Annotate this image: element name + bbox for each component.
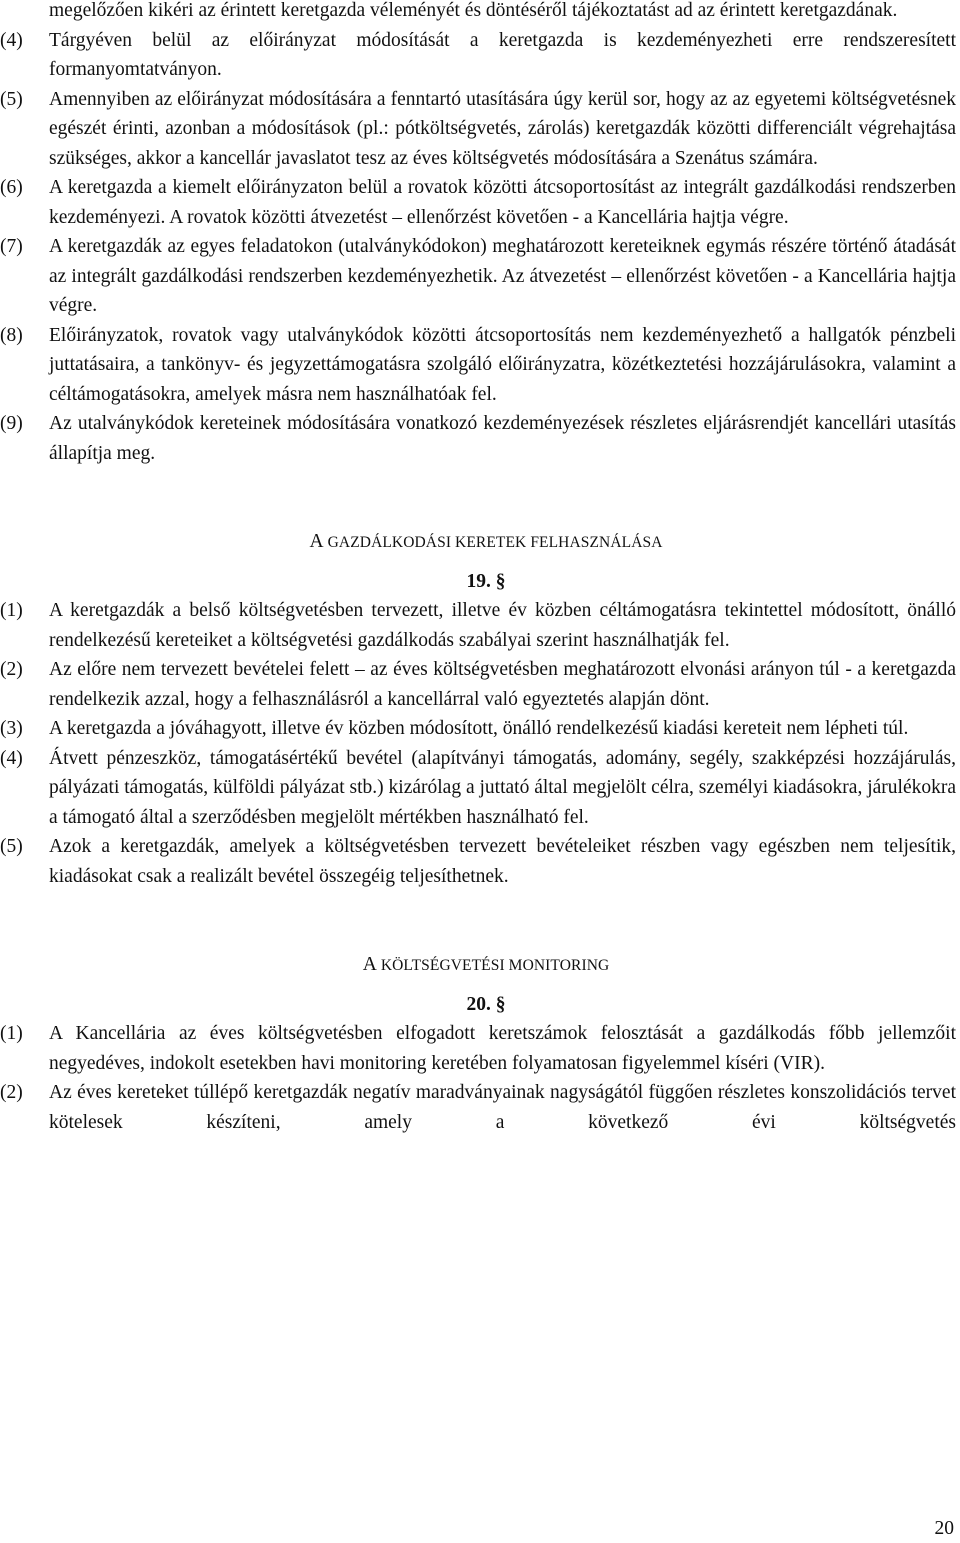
paragraph-18-9 <box>0 409 960 468</box>
paragraph-18-8 <box>0 321 960 410</box>
continued-paragraph-text: megelőzően kikéri az érintett keretgazda véleményét és döntéséről tájékoztatást ad az érintett keretgazdának. <box>49 0 898 21</box>
paragraph-19-3 <box>0 714 960 744</box>
paragraph-number: (5) <box>0 836 23 857</box>
paragraph-text: A keretgazda a kiemelt előirányzaton belül a rovatok közötti átcsoportosítást az integrált gazdálkodási rendszerben kezdeményezi. A rovatok közötti átvezetést – ellenőrzést követően - a Kancellária hajtja végre. <box>49 177 956 228</box>
section-title-rest: GAZDÁLKODÁSI KERETEK FELHASZNÁLÁSA <box>323 534 663 551</box>
paragraph-text: Tárgyéven belül az előirányzat módosítását a keretgazda is kezdeményezheti erre rendszeresített formanyomtatványon. <box>49 29 956 80</box>
paragraph-text: A Kancellária az éves költségvetésben elfogadott keretszámok felosztását a gazdálkodás főbb jellemzőit negyedéves, indokolt esetekben havi monitoring keretében folyamatosan figyelemmel kíséri (VIR). <box>49 1023 956 1074</box>
paragraph-text: Átvett pénzeszköz, támogatásértékű bevétel (alapítványi támogatás, adomány, segély, szakképzési hozzájárulás, pályázati támogatás, külföldi pályázat stb.) kizárólag a juttató által megjelölt célra, személyi kiadásokra, járulékokra a támogató által a szerződésben megjelölt mértékben használható fel. <box>49 747 956 828</box>
paragraph-18-5 <box>0 85 960 174</box>
paragraph-19-1 <box>0 596 960 655</box>
continued-paragraph <box>0 0 960 26</box>
section-19-number <box>0 567 960 597</box>
paragraph-text: Azok a keretgazdák, amelyek a költségvetésben tervezett bevételeiket részben vagy egészben nem teljesítik, kiadásokat csak a realizált bevétel összegéig teljesíthetnek. <box>49 836 956 887</box>
paragraph-number: (5) <box>0 88 23 110</box>
section-20-number <box>0 990 960 1020</box>
paragraph-text: A keretgazda a jóváhagyott, illetve év közben módosított, önálló rendelkezésű kiadási kereteit nem lépheti túl. <box>49 718 909 739</box>
section-number-text: 20. § <box>466 993 506 1015</box>
paragraph-number: (1) <box>0 1023 23 1044</box>
section-20-title <box>0 950 960 981</box>
paragraph-number: (8) <box>0 324 23 346</box>
page-number: 20 <box>934 1518 954 1539</box>
paragraph-text: A keretgazdák a belső költségvetésben tervezett, illetve év közben céltámogatásra tekintettel módosított, önálló rendelkezésű kereteiket a költségvetési gazdálkodás szabályai szerint használhatják fel. <box>49 600 956 651</box>
paragraph-number: (6) <box>0 177 23 198</box>
paragraph-number: (2) <box>0 659 23 680</box>
paragraph-number: (9) <box>0 413 23 434</box>
paragraph-19-2 <box>0 655 960 714</box>
section-title-rest: KÖLTSÉGVETÉSI MONITORING <box>376 957 610 974</box>
paragraph-number: (2) <box>0 1082 23 1103</box>
paragraph-number: (3) <box>0 718 23 739</box>
paragraph-text: Az előre nem tervezett bevételei felett – az éves költségvetésben meghatározott elvonási arányon túl - a keretgazda rendelkezik azzal, hogy a felhasználásról a kancellárral való egyeztetés alapján dönt. <box>49 659 956 710</box>
section-title-initial: A <box>362 954 377 975</box>
paragraph-number: (1) <box>0 600 23 621</box>
section-title-initial: A <box>309 531 324 552</box>
paragraph-20-1 <box>0 1019 960 1078</box>
paragraph-18-7 <box>0 232 960 321</box>
paragraph-19-4 <box>0 744 960 833</box>
paragraph-text: Előirányzatok, rovatok vagy utalványkódok közötti átcsoportosítás nem kezdeményezhető a hallgatók pénzbeli juttatásaira, a tankönyv- és jegyzettámogatásra szolgáló előirányzatra, közétkeztetési hozzájárulásokra, valamint a céltámogatásokra, amelyek másra nem használhatóak fel. <box>49 324 956 405</box>
paragraph-number: (7) <box>0 236 23 257</box>
paragraph-number: (4) <box>0 29 23 51</box>
paragraph-text: Amennyiben az előirányzat módosítására a fenntartó utasítására úgy kerül sor, hogy az az egyetemi költségvetésnek egészét érinti, azonban a módosítások (pl.: pótköltségvetés, zárolás) keretgazdák közötti differenciált végrehajtása szükséges, akkor a kancellár javaslatot tesz az éves költségvetés módosítására a Szenátus számára. <box>49 88 956 169</box>
paragraph-number: (4) <box>0 747 23 769</box>
paragraph-text: Az éves kereteket túllépő keretgazdák negatív maradványainak nagyságától függően részletes konszolidációs tervet kötelesek készíteni, amely a következő évi költségvetés <box>49 1082 956 1133</box>
paragraph-text: A keretgazdák az egyes feladatokon (utalványkódokon) meghatározott kereteiknek egymás részére történő átadását az integrált gazdálkodási rendszerben kezdeményezhetik. Az átvezetést – ellenőrzést követően - a Kancellária hajtja végre. <box>49 236 956 316</box>
paragraph-19-5 <box>0 832 960 891</box>
paragraph-18-6 <box>0 173 960 232</box>
paragraph-18-4 <box>0 26 960 85</box>
paragraph-text: Az utalványkódok kereteinek módosítására vonatkozó kezdeményezések részletes eljárásrendjét kancellári utasítás állapítja meg. <box>49 413 956 464</box>
paragraph-20-2 <box>0 1078 960 1137</box>
section-19-title <box>0 527 960 558</box>
section-number-text: 19. § <box>466 570 506 592</box>
